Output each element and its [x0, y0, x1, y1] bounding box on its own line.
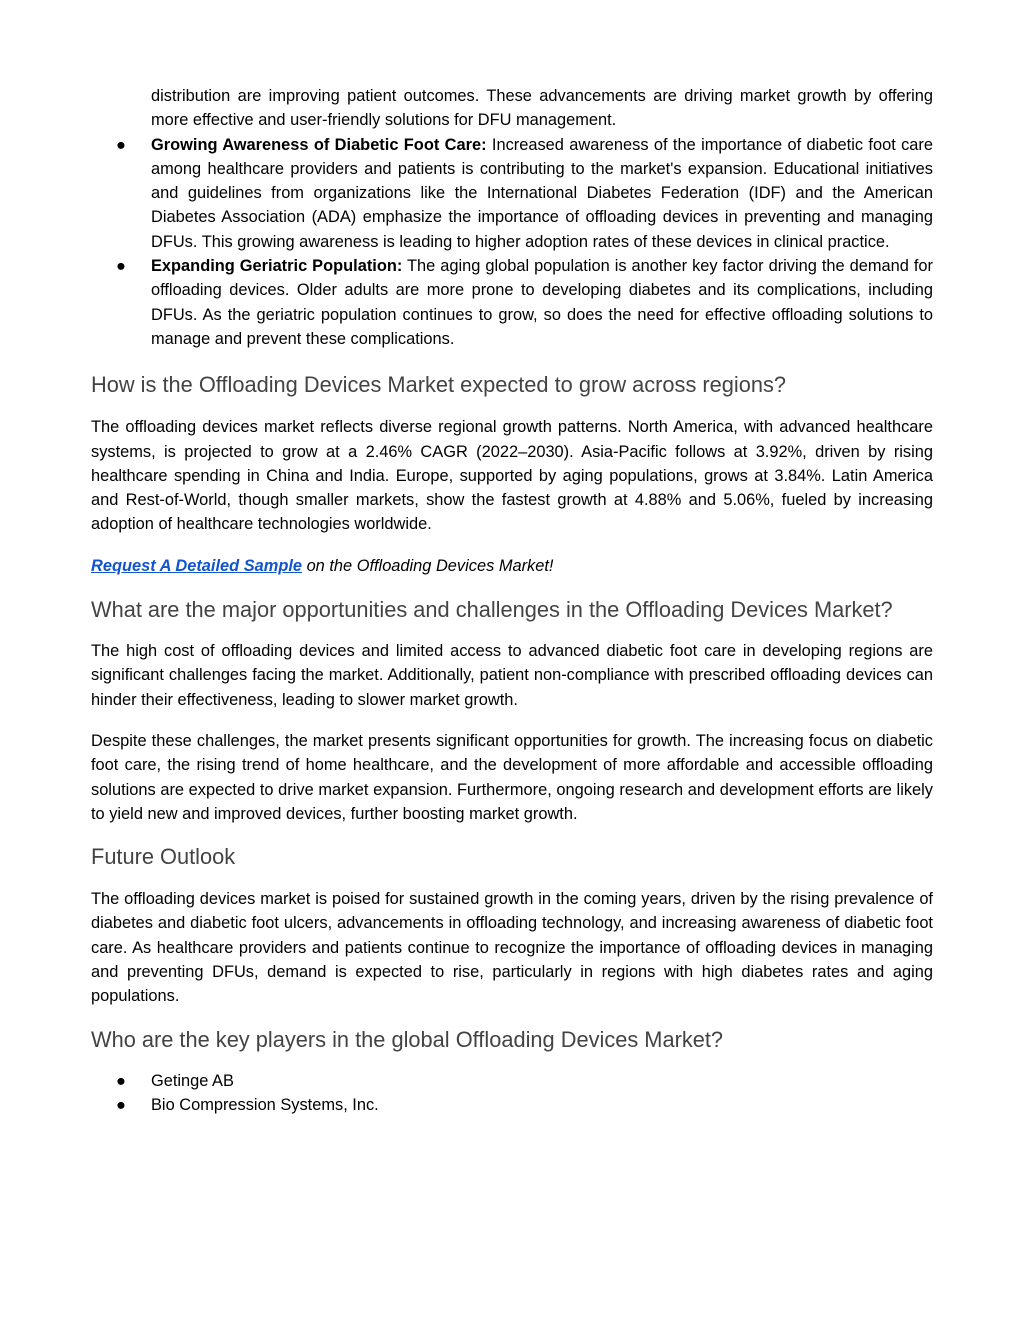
- regions-heading: How is the Offloading Devices Market expected to grow across regions?: [91, 372, 787, 398]
- opportunities-heading: What are the major opportunities and challenges in the Offloading Devices Market?: [91, 597, 893, 623]
- list-item: [91, 1093, 933, 1117]
- opportunities-paragraph: Despite these challenges, the market presents significant opportunities for growth. The increasing focus on diabetic foot care, the rising trend of home healthcare, and the development of more affordable and accessible offloading solutions are expected to drive market expansion. Furthermore, ongoing research and development efforts are likely to yield new and improved devices, further boosting market growth.: [91, 731, 933, 823]
- outlook-paragraph: The offloading devices market is poised for sustained growth in the coming years, driven by the rising prevalence of diabetes and diabetic foot ulcers, advancements in offloading technology, and increasing awareness of diabetic foot care. As healthcare providers and patients continue to recognize the importance of offloading devices in managing and preventing DFUs, demand is expected to rise, particularly in regions with high diabetes rates and aging populations.: [91, 890, 933, 1006]
- driver-title: Growing Awareness of Diabetic Foot Care:: [151, 135, 487, 154]
- drivers-list: [91, 133, 933, 352]
- player-name: Bio Compression Systems, Inc.: [151, 1095, 379, 1114]
- bullet-icon: ●: [116, 1095, 126, 1114]
- player-name: Getinge AB: [151, 1071, 234, 1090]
- list-item: [91, 254, 933, 351]
- list-item: [91, 1069, 933, 1093]
- bullet-icon: ●: [116, 135, 126, 154]
- bullet-icon: ●: [116, 1071, 126, 1090]
- sample-line: [91, 554, 933, 578]
- outlook-heading: Future Outlook: [91, 844, 236, 870]
- sample-suffix: on the Offloading Devices Market!: [302, 556, 554, 575]
- document-content: [91, 84, 933, 1117]
- continuation-paragraph: distribution are improving patient outcomes. These advancements are driving market growth by offering more effective and user-friendly solutions for DFU management.: [151, 87, 933, 130]
- list-item: [91, 133, 933, 254]
- request-sample-link[interactable]: Request A Detailed Sample: [91, 556, 303, 575]
- driver-text: The aging global population is another key factor driving the demand for offloading devices. Older adults are more prone to developing diabetes and its complications, including DFUs. As the geriatric population continues to grow, so does the need for effective offloading solutions to manage and prevent these complications.: [151, 257, 933, 348]
- driver-text: Increased awareness of the importance of diabetic foot care among healthcare providers and patients is contributing to the market's expansion. Educational initiatives and guidelines from organizations like the International Diabetes Federation (IDF) and the American Diabetes Association (ADA) emphasize the importance of offloading devices in preventing and managing DFUs. This growing awareness is leading to higher adoption rates of these devices in clinical practice.: [151, 135, 933, 251]
- players-heading: Who are the key players in the global Offloading Devices Market?: [91, 1026, 724, 1052]
- regions-paragraph: The offloading devices market reflects diverse regional growth patterns. North America, with advanced healthcare systems, is projected to grow at a 2.46% CAGR (2022–2030). Asia-Pacific follows at 3.92%, driven by rising healthcare spending in China and India. Europe, supported by aging populations, grows at 3.84%. Latin America and Rest-of-World, though smaller markets, show the fastest growth at 4.88% and 5.06%, fueled by increasing adoption of healthcare technologies worldwide.: [91, 418, 933, 534]
- players-list: [91, 1069, 933, 1118]
- bullet-icon: ●: [116, 257, 126, 276]
- challenges-paragraph: The high cost of offloading devices and limited access to advanced diabetic foot care in developing regions are significant challenges facing the market. Additionally, patient non-compliance with prescribed offloading devices can hinder their effectiveness, leading to slower market growth.: [91, 642, 933, 709]
- driver-title: Expanding Geriatric Population:: [151, 257, 403, 276]
